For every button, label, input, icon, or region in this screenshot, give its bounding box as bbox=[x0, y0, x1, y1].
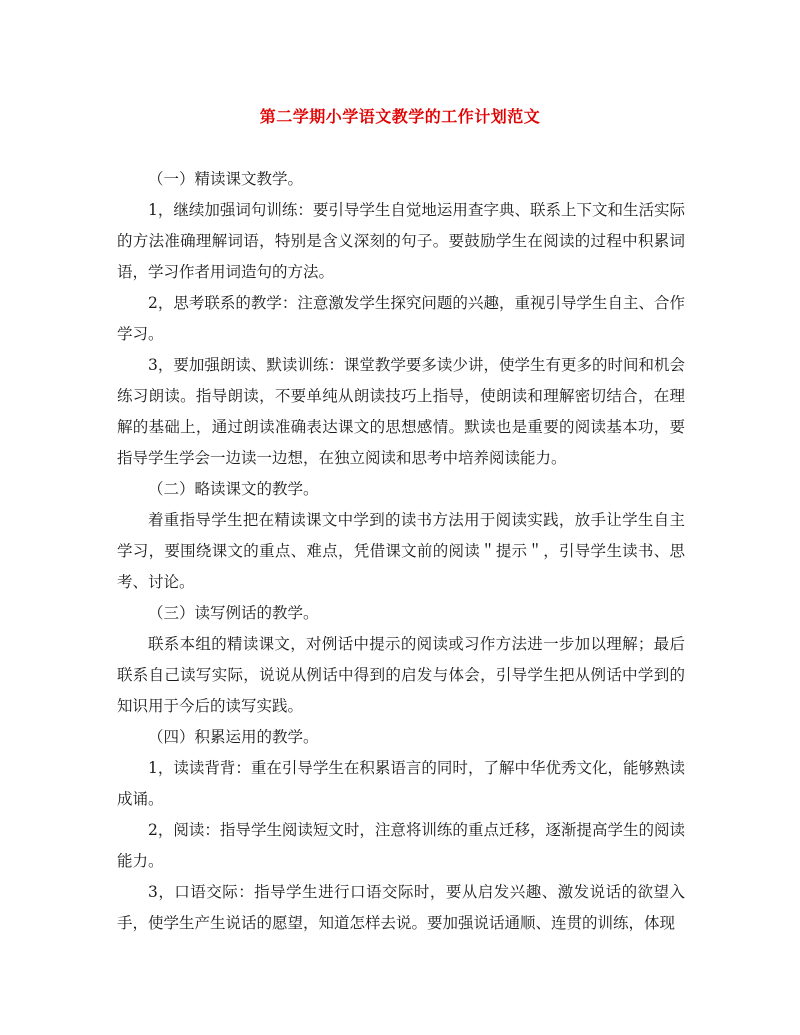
paragraph: 3，要加强朗读、默读训练：课堂教学要多读少讲，使学生有更多的时间和机会练习朗读。指导朗读，不要单纯从朗读技巧上指导，使朗读和理解密切结合，在理解的基础上，通过朗读准确表达课文的思想感情。默读也是重要的阅读基本功，要指导学生学会一边读一边想，在独立阅读和思考中培养阅读能力。 bbox=[117, 356, 685, 467]
paragraph: 2，思考联系的教学：注意激发学生探究问题的兴趣，重视引导学生自主、合作学习。 bbox=[117, 294, 685, 343]
paragraph: 1，读读背背：重在引导学生在积累语言的同时，了解中华优秀文化，能够熟读成诵。 bbox=[117, 759, 685, 808]
section-heading-1: （一）精读课文教学。 bbox=[148, 170, 304, 188]
section-heading-3: （三）读写例话的教学。 bbox=[148, 604, 319, 622]
section-heading-2: （二）略读课文的教学。 bbox=[148, 480, 319, 498]
document-body bbox=[117, 164, 685, 939]
paragraph: 3，口语交际：指导学生进行口语交际时，要从启发兴趣、激发说话的欲望入手，使学生产生说话的愿望，知道怎样去说。要加强说话通顺、连贯的训练，体现 bbox=[117, 883, 685, 932]
paragraph: 1，继续加强词句训练：要引导学生自觉地运用查字典、联系上下文和生活实际的方法准确理解词语，特别是含义深刻的句子。要鼓励学生在阅读的过程中积累词语，学习作者用词造句的方法。 bbox=[117, 201, 685, 281]
document-title: 第二学期小学语文教学的工作计划范文 bbox=[259, 107, 541, 126]
paragraph: 2，阅读：指导学生阅读短文时，注意将训练的重点迁移，逐渐提高学生的阅读能力。 bbox=[117, 821, 685, 870]
paragraph: 着重指导学生把在精读课文中学到的读书方法用于阅读实践，放手让学生自主学习，要围绕课文的重点、难点，凭借课文前的阅读＂提示＂，引导学生读书、思考、讨论。 bbox=[117, 511, 685, 591]
section-heading-4: （四）积累运用的教学。 bbox=[148, 728, 319, 746]
paragraph: 联系本组的精读课文，对例话中提示的阅读或习作方法进一步加以理解；最后联系自己读写实际，说说从例话中得到的启发与体会，引导学生把从例话中学到的知识用于今后的读写实践。 bbox=[117, 635, 685, 715]
